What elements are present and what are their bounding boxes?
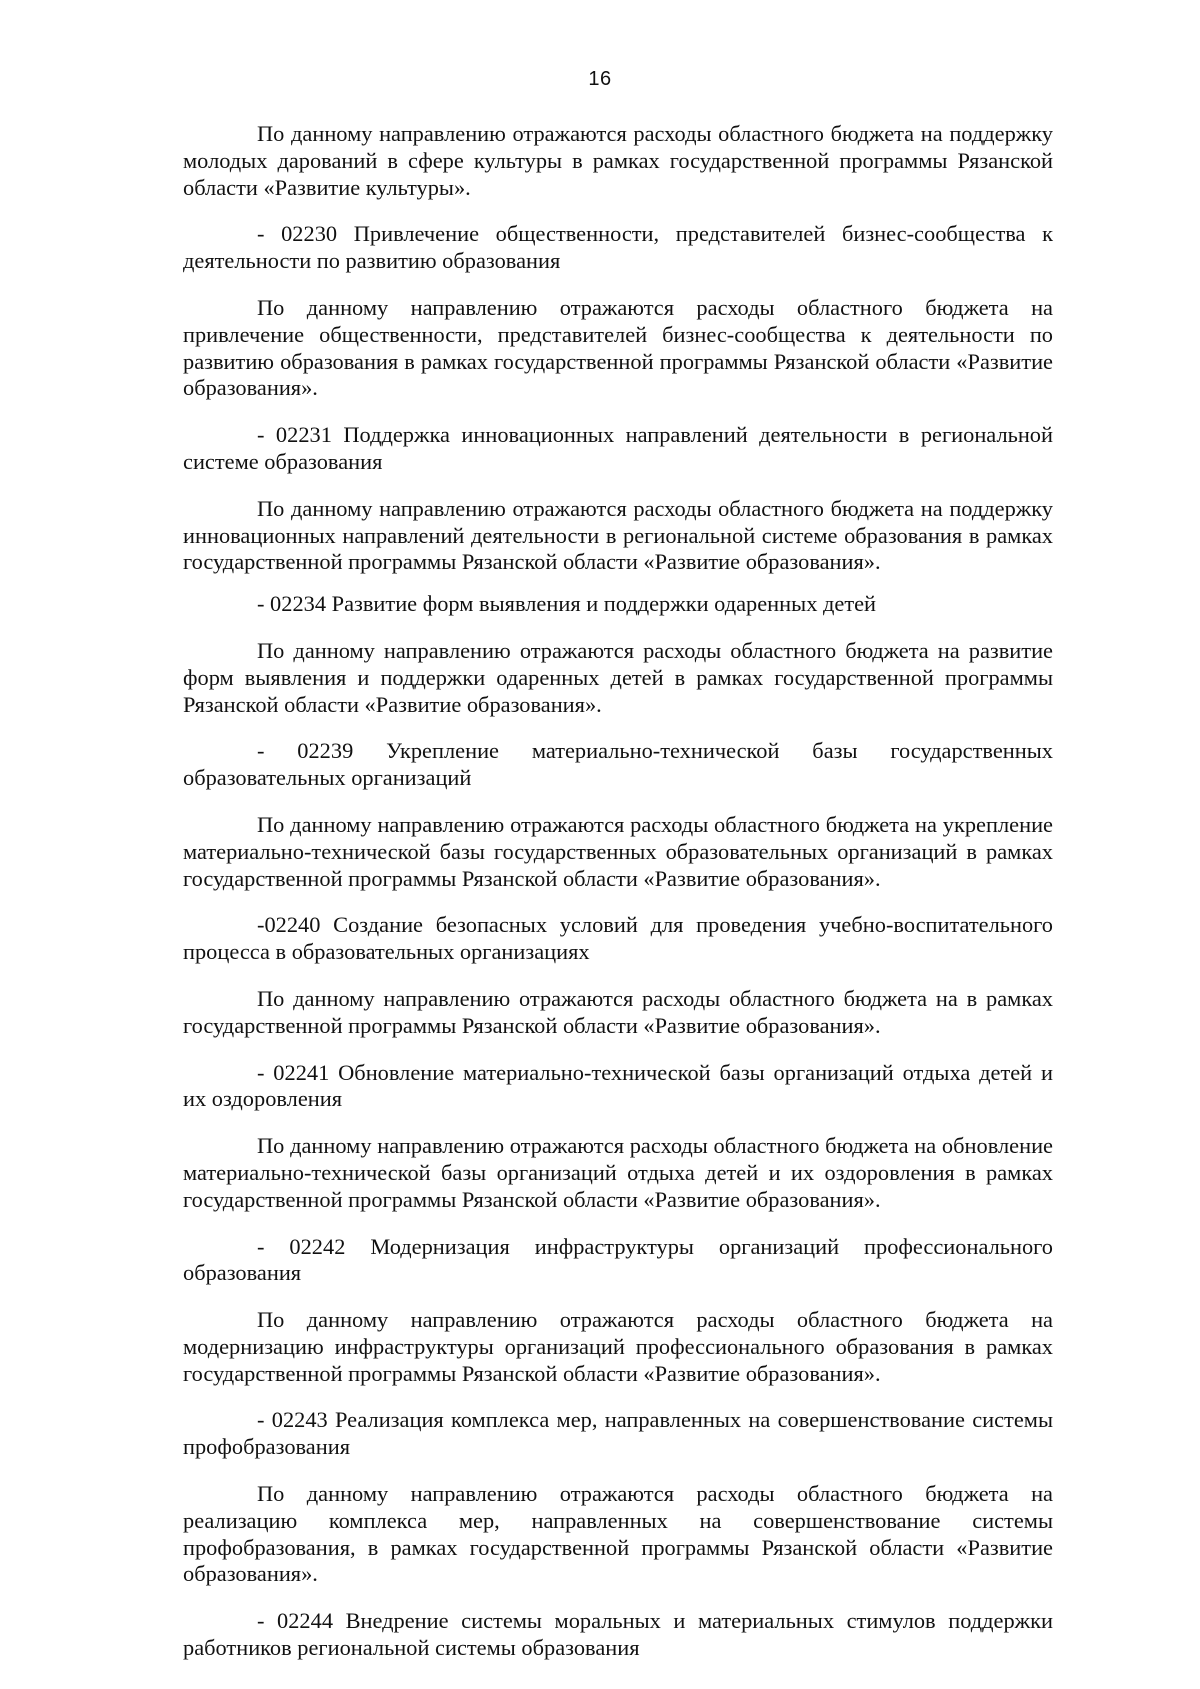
section-heading: - 02242 Модернизация инфраструктуры организаций профессионального образования [183,1233,1053,1286]
paragraph: По данному направлению отражаются расходы областного бюджета на реализацию комплекса мер, направленных на совершенствование системы профобразования, в рамках государственной программы Рязанской области «Развитие образования». [183,1481,1053,1587]
section-heading: - 02244 Внедрение системы моральных и материальных стимулов поддержки работников региональной системы образования [183,1608,1053,1661]
section-heading: -02240 Создание безопасных условий для проведения учебно-воспитательного процесса в образовательных организациях [183,912,1053,965]
paragraph: По данному направлению отражаются расходы областного бюджета на поддержку инновационных направлений деятельности в региональной системе образования в рамках государственной программы Рязанской области «Развитие образования». [183,495,1053,575]
page-number: 16 [588,68,612,90]
paragraph: По данному направлению отражаются расходы областного бюджета на укрепление материально-технической базы государственных образовательных организаций в рамках государственной программы Рязанской области «Развитие образования». [183,811,1053,891]
paragraph: По данному направлению отражаются расходы областного бюджета на привлечение общественности, представителей бизнес-сообщества к деятельности по развитию образования в рамках государственной программы Рязанской области «Развитие образования». [183,294,1053,401]
section-heading: - 02234 Развитие форм выявления и поддержки одаренных детей [257,591,877,617]
paragraph: По данному направлению отражаются расходы областного бюджета на в рамках государственной программы Рязанской области «Развитие образования». [183,985,1053,1038]
section-heading: - 02231 Поддержка инновационных направлений деятельности в региональной системе образования [183,422,1053,474]
section-heading: - 02230 Привлечение общественности, представителей бизнес-сообщества к деятельности по развитию образования [183,221,1053,274]
paragraph: По данному направлению отражаются расходы областного бюджета на модернизацию инфраструктуры организаций профессионального образования в рамках государственной программы Рязанской области «Развитие образования». [183,1307,1053,1386]
section-heading: - 02239 Укрепление материально-технической базы государственных образовательных организаций [183,738,1053,791]
paragraph: По данному направлению отражаются расходы областного бюджета на развитие форм выявления и поддержки одаренных детей в рамках государственной программы Рязанской области «Развитие образования». [183,637,1053,717]
paragraph: По данному направлению отражаются расходы областного бюджета на поддержку молодых дарований в сфере культуры в рамках государственной программы Рязанской области «Развитие культуры». [183,121,1053,200]
document-body [183,121,1053,1662]
paragraph: По данному направлению отражаются расходы областного бюджета на обновление материально-технической базы организаций отдыха детей и их оздоровления в рамках государственной программы Рязанской области «Развитие образования». [183,1133,1053,1212]
section-heading: - 02243 Реализация комплекса мер, направленных на совершенствование системы профобразования [183,1407,1053,1460]
section-heading: - 02241 Обновление материально-технической базы организаций отдыха детей и их оздоровления [183,1059,1053,1112]
